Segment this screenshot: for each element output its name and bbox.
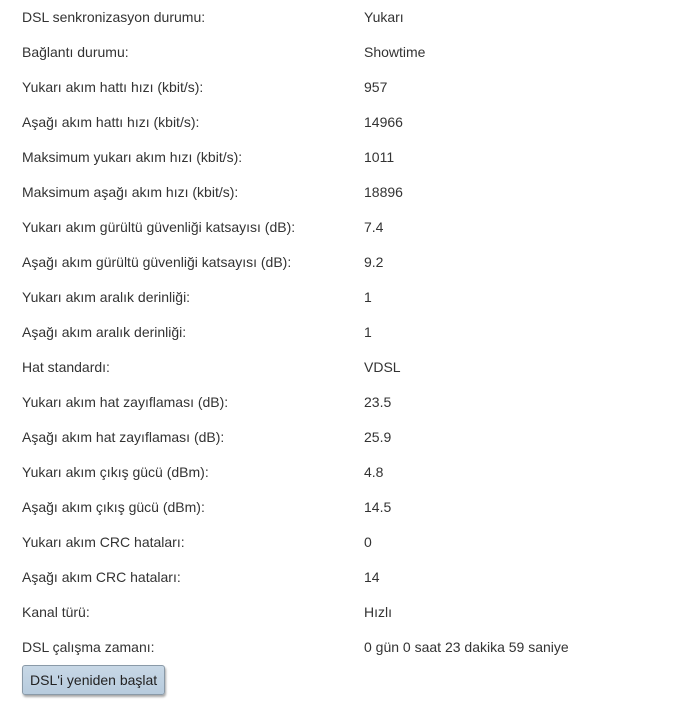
status-value: 25.9 bbox=[364, 429, 392, 445]
status-label: Aşağı akım hattı hızı (kbit/s): bbox=[22, 114, 200, 130]
status-row-upstream-interleave-depth bbox=[22, 280, 662, 315]
status-value: Hızlı bbox=[364, 604, 392, 620]
status-value: 957 bbox=[364, 79, 388, 95]
status-value: 7.4 bbox=[364, 219, 384, 235]
status-value: 4.8 bbox=[364, 464, 384, 480]
status-label: Kanal türü: bbox=[22, 604, 90, 620]
status-row-max-downstream-rate bbox=[22, 175, 662, 210]
status-label: Aşağı akım çıkış gücü (dBm): bbox=[22, 499, 205, 515]
status-value: 14 bbox=[364, 569, 380, 585]
status-value: 9.2 bbox=[364, 254, 384, 270]
status-row-upstream-rate bbox=[22, 70, 662, 105]
status-label: Maksimum aşağı akım hızı (kbit/s): bbox=[22, 184, 239, 200]
status-row-downstream-output-power bbox=[22, 490, 662, 525]
status-value: 1011 bbox=[364, 149, 395, 165]
status-row-sync-status bbox=[22, 0, 662, 35]
status-label: Hat standardı: bbox=[22, 359, 110, 375]
status-value: 14966 bbox=[364, 114, 403, 130]
status-row-upstream-output-power bbox=[22, 455, 662, 490]
status-value: 1 bbox=[364, 289, 372, 305]
status-label: Yukarı akım aralık derinliği: bbox=[22, 289, 191, 305]
status-row-upstream-attenuation bbox=[22, 385, 662, 420]
status-label: Yukarı akım çıkış gücü (dBm): bbox=[22, 464, 209, 480]
status-label: Bağlantı durumu: bbox=[22, 44, 129, 60]
status-row-downstream-rate bbox=[22, 105, 662, 140]
status-label: DSL senkronizasyon durumu: bbox=[22, 9, 206, 25]
status-label: DSL çalışma zamanı: bbox=[22, 639, 155, 655]
status-label: Aşağı akım aralık derinliği: bbox=[22, 324, 187, 340]
status-label: Yukarı akım gürültü güvenliği katsayısı (dB): bbox=[22, 219, 296, 235]
status-row-channel-type bbox=[22, 595, 662, 630]
status-label: Aşağı akım gürültü güvenliği katsayısı (dB): bbox=[22, 254, 292, 270]
status-label: Aşağı akım CRC hataları: bbox=[22, 569, 181, 585]
status-row-line-standard bbox=[22, 350, 662, 385]
status-value: VDSL bbox=[364, 359, 401, 375]
status-row-downstream-attenuation bbox=[22, 420, 662, 455]
status-row-downstream-noise-margin bbox=[22, 245, 662, 280]
status-label: Yukarı akım hattı hızı (kbit/s): bbox=[22, 79, 204, 95]
status-value: 23.5 bbox=[364, 394, 392, 410]
status-row-max-upstream-rate bbox=[22, 140, 662, 175]
status-label: Maksimum yukarı akım hızı (kbit/s): bbox=[22, 149, 243, 165]
status-row-downstream-crc-errors bbox=[22, 560, 662, 595]
status-value: 0 bbox=[364, 534, 372, 550]
status-label: Yukarı akım CRC hataları: bbox=[22, 534, 185, 550]
status-row-downstream-interleave-depth bbox=[22, 315, 662, 350]
status-value: 1 bbox=[364, 324, 372, 340]
status-row-upstream-noise-margin bbox=[22, 210, 662, 245]
status-value: Yukarı bbox=[364, 9, 404, 25]
status-value: 18896 bbox=[364, 184, 403, 200]
status-value: Showtime bbox=[364, 44, 426, 60]
status-row-connection-status bbox=[22, 35, 662, 70]
restart-dsl-button[interactable]: DSL'i yeniden başlat bbox=[22, 665, 165, 695]
status-label: Aşağı akım hat zayıflaması (dB): bbox=[22, 429, 225, 445]
status-row-dsl-uptime bbox=[22, 630, 662, 665]
status-value: 0 gün 0 saat 23 dakika 59 saniye bbox=[364, 639, 569, 655]
status-value: 14.5 bbox=[364, 499, 392, 515]
status-label: Yukarı akım hat zayıflaması (dB): bbox=[22, 394, 229, 410]
status-row-upstream-crc-errors bbox=[22, 525, 662, 560]
dsl-status-table bbox=[22, 0, 662, 665]
